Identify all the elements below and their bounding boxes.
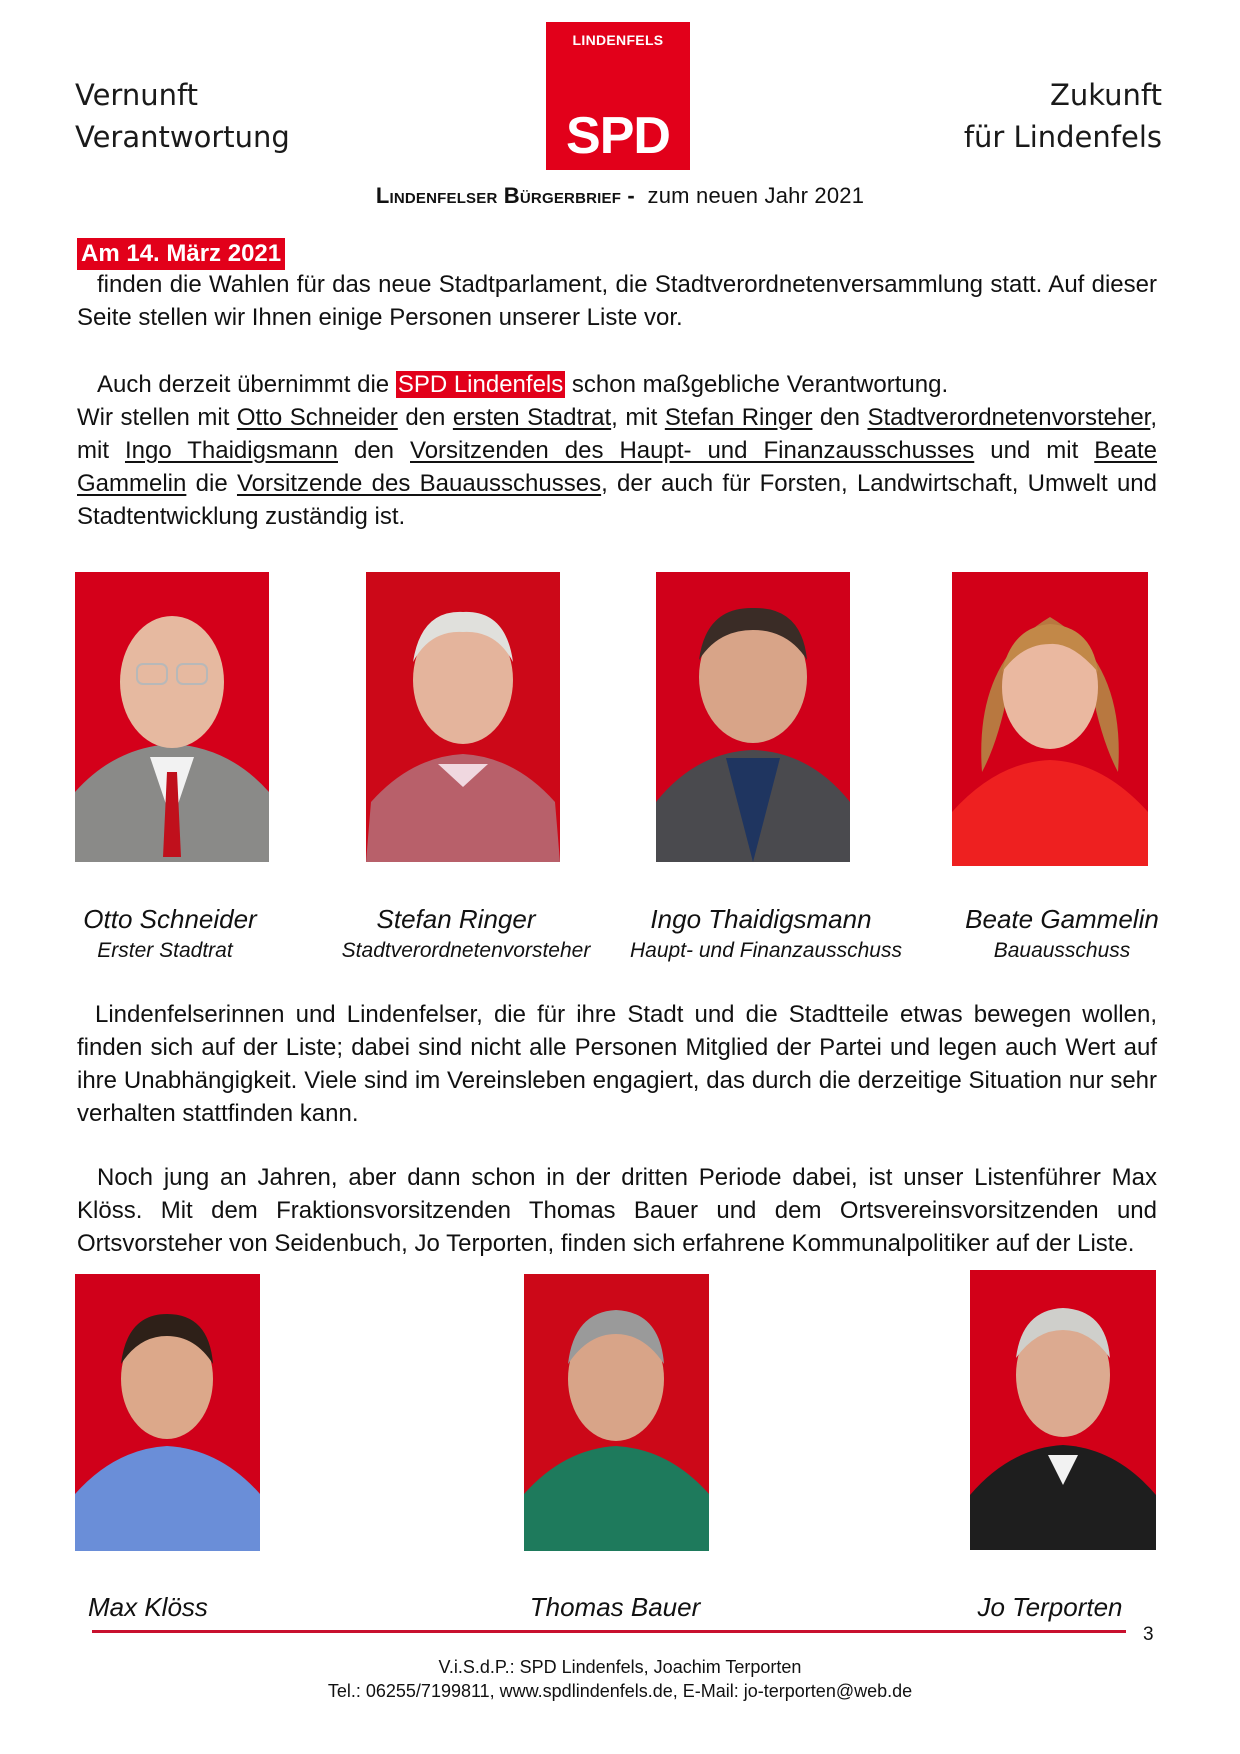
person-name: Ingo Thaidigsmann <box>650 904 872 934</box>
leaders-paragraph: Noch jung an Jahren, aber dann schon in der dritten Periode dabei, ist unser Listenführer Max Klöss. Mit dem Fraktionsvorsitzenden Thomas Bauer und dem Ortsvereinsvorsitzenden und Ortsvorsteher von Seidenbuch, Jo Terporten, finden sich erfahrene Kommunalpolitiker auf der Liste. <box>77 1164 1157 1257</box>
list-paragraph: Lindenfelserinnen und Lindenfelser, die für ihre Stadt und die Stadtteile etwas bewegen wollen, finden sich auf der Liste; dabei sind nicht alle Personen Mitglied der Partei und legen auch Wert auf ihre Unabhängigkeit. Viele sind im Vereinsleben engagiert, das durch die derzeitige Situation nur sehr verhalten stattfinden kann. <box>77 1001 1157 1127</box>
newsletter-title: Lindenfelser Bürgerbrief <box>375 183 622 208</box>
person-name: Max Klöss <box>88 1592 208 1622</box>
party-highlight: SPD Lindenfels <box>397 371 564 398</box>
name-stefan-ringer: Stefan Ringer <box>664 404 813 431</box>
person-role: Stadtverordnetenvorsteher <box>341 939 591 962</box>
portrait-figure <box>75 1274 260 1551</box>
portrait-ingo-thaidigsmann <box>656 572 850 862</box>
role-bauausschuss-chair: Vorsitzende des Bauausschusses <box>236 470 602 497</box>
responsibility-line <box>77 368 1157 401</box>
role-finanzausschuss-chair: Vorsitzenden des Haupt- und Finanzausschusses <box>410 437 975 464</box>
person-role: Bauausschuss <box>993 939 1131 962</box>
roles-text: Wir stellen mit <box>77 404 237 431</box>
portrait-beate-gammelin <box>952 572 1148 866</box>
person-name: Stefan Ringer <box>376 904 536 934</box>
responsibility-pre: Auch derzeit übernimmt die <box>97 371 396 398</box>
newsletter-edition: zum neuen Jahr 2021 <box>647 183 865 208</box>
motto-right-line-2: für Lindenfels <box>963 120 1162 154</box>
person-role: Haupt- und Finanzausschuss <box>630 939 902 962</box>
page-number: 3 <box>1143 1624 1154 1645</box>
roles-text: den <box>812 404 868 431</box>
roles-text: die <box>186 470 237 497</box>
portrait-otto-schneider <box>75 572 269 862</box>
footer-imprint: V.i.S.d.P.: SPD Lindenfels, Joachim Terporten <box>438 1657 802 1677</box>
newsletter-subtitle <box>0 183 1240 209</box>
spd-logo <box>546 22 690 170</box>
role-erster-stadtrat: ersten Stadtrat <box>452 404 612 431</box>
portrait-jo-terporten <box>970 1270 1156 1550</box>
logo-brand: SPD <box>566 107 670 165</box>
responsibility-post: schon maßgebliche Verantwortung. <box>565 371 949 398</box>
roles-text: den <box>338 437 411 464</box>
motto-left <box>75 74 290 158</box>
portrait-figure <box>75 572 269 862</box>
name-otto-schneider: Otto Schneider <box>236 404 398 431</box>
person-name: Beate Gammelin <box>965 904 1159 934</box>
portrait-figure <box>366 572 560 862</box>
footer-contact: Tel.: 06255/7199811, www.spdlindenfels.de, E-Mail: jo-terporten@web.de <box>327 1681 913 1701</box>
name-beate-gammelin: Beate Gammelin <box>77 437 1157 497</box>
person-name: Otto Schneider <box>83 904 257 934</box>
roles-text: , mit <box>77 404 1157 464</box>
motto-left-line-1: Vernunft <box>75 78 199 112</box>
portrait-figure <box>656 572 850 862</box>
portrait-figure <box>524 1274 709 1551</box>
role-stadtverordnetenvorsteher: Stadtverordnetenvorsteher <box>867 404 1151 431</box>
name-ingo-thaidigsmann: Ingo Thaidigsmann <box>124 437 338 464</box>
roles-text: , der auch für Forsten, Landwirtschaft, Umwelt und Stadtentwicklung zuständig ist. <box>77 470 1157 530</box>
person-role: Erster Stadtrat <box>97 939 233 962</box>
portrait-thomas-bauer <box>524 1274 709 1551</box>
portrait-stefan-ringer <box>366 572 560 862</box>
election-date: Am 14. März 2021 <box>77 238 285 270</box>
person-name: Jo Terporten <box>977 1592 1123 1622</box>
portrait-figure <box>952 572 1148 866</box>
subtitle-separator: - <box>621 183 642 208</box>
logo-town: LINDENFELS <box>572 32 664 48</box>
footer-divider <box>92 1630 1126 1633</box>
roles-text: , mit <box>611 404 665 431</box>
motto-left-line-2: Verantwortung <box>75 120 290 154</box>
motto-right <box>964 74 1162 158</box>
roles-text: den <box>397 404 453 431</box>
roles-paragraph <box>77 401 1157 533</box>
portrait-figure <box>970 1270 1156 1550</box>
portrait-max-kloess <box>75 1274 260 1551</box>
person-name: Thomas Bauer <box>529 1592 701 1622</box>
roles-text: und mit <box>974 437 1095 464</box>
motto-right-line-1: Zukunft <box>1050 78 1162 112</box>
intro-paragraph: finden die Wahlen für das neue Stadtparlament, die Stadtverordnetenversammlung statt. Auf dieser Seite stellen wir Ihnen einige Personen unserer Liste vor. <box>77 271 1157 331</box>
